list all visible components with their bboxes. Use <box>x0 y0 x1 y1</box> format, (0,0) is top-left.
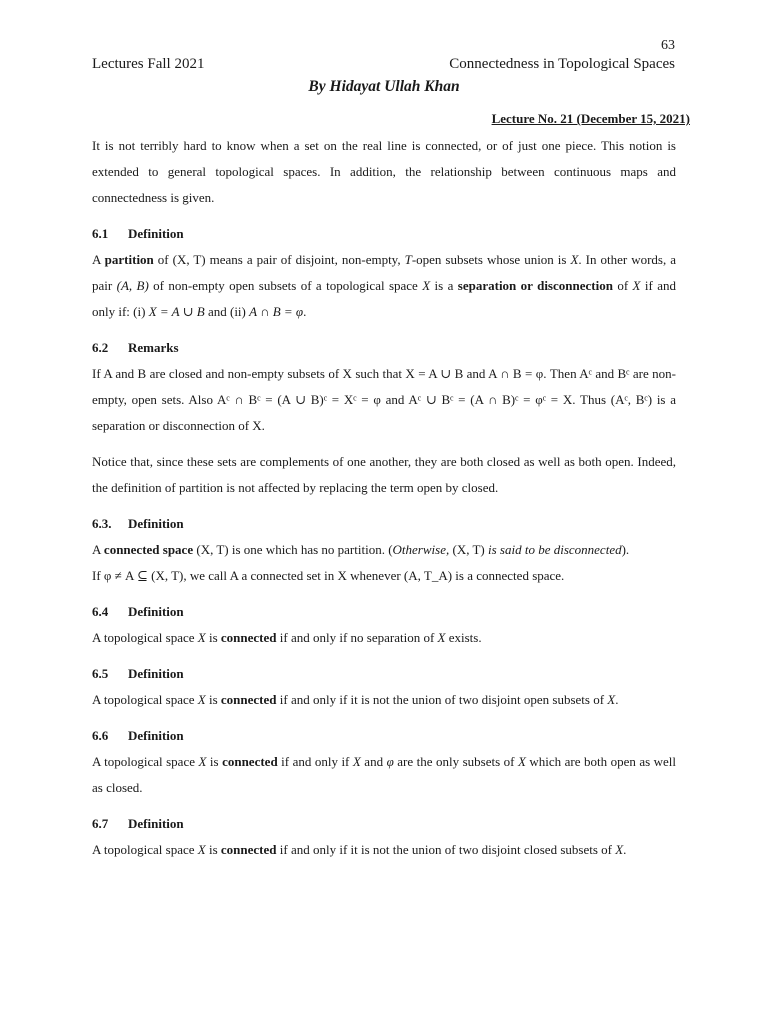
section-number: 6.3. <box>92 516 112 531</box>
section-6-4-heading <box>92 599 676 625</box>
section-6-2-text: If A and B are closed and non-empty subsets of X such that X = A ∪ B and A ∩ B = φ. Then Aᶜ and Bᶜ are non-empty, open sets. Also Aᶜ ∩ Bᶜ = (A ∪ B)ᶜ = Xᶜ = φ and Aᶜ ∪ Bᶜ = (A ∩ B)ᶜ = φᶜ = X. Thus (Aᶜ, Bᶜ) is a separation or disconnection of X. <box>92 366 676 433</box>
header-chapter: Connectedness in Topological Spaces <box>449 56 675 72</box>
section-6-7-text: A topological space X is connected if and only if it is not the union of two disjoint closed subsets of X. <box>92 842 627 857</box>
section-title: Definition <box>128 226 184 241</box>
section-6-6-heading <box>92 723 676 749</box>
section-6-1-text: A partition of (X, T) means a pair of disjoint, non-empty, T-open subsets whose union is X. In other words, a pair (A, B) of non-empty open subsets of a topological space X is a separation or disconnection of X if and only if: (i) X = A ∪ B and (ii) A ∩ B = φ. <box>92 252 676 319</box>
intro-paragraph: It is not terribly hard to know when a set on the real line is connected, or of just one piece. This notion is extended to general topological spaces. In addition, the relationship between continuous maps and connectedness is given. <box>92 138 676 205</box>
section-number: 6.1 <box>92 226 109 241</box>
document-body <box>92 133 676 863</box>
section-6-3-text: A connected space (X, T) is one which has no partition. (Otherwise, (X, T) is said to be disconnected). <box>92 542 630 557</box>
section-number: 6.2 <box>92 340 109 355</box>
page-number: 63 <box>661 38 675 53</box>
author-line: By Hidayat Ullah Khan <box>308 78 460 95</box>
section-6-3-heading <box>92 511 676 537</box>
section-title: Remarks <box>128 340 179 355</box>
section-6-4-text: A topological space X is connected if and only if no separation of X exists. <box>92 630 482 645</box>
section-6-1-heading <box>92 221 676 247</box>
section-title: Definition <box>128 666 184 681</box>
section-number: 6.5 <box>92 666 109 681</box>
section-6-6-text: A topological space X is connected if and only if X and φ are the only subsets of X which are both open as well as closed. <box>92 754 677 795</box>
section-6-3-connected-set: If φ ≠ A ⊆ (X, T), we call A a connected set in X whenever (A, T_A) is a connected space. <box>92 568 565 583</box>
section-6-2-heading <box>92 335 676 361</box>
section-6-2-note: Notice that, since these sets are complements of one another, they are both closed as well as both open. Indeed, the definition of partition is not affected by replacing the term open by closed. <box>92 454 676 495</box>
section-6-7-heading <box>92 811 676 837</box>
header-course: Lectures Fall 2021 <box>92 56 205 72</box>
section-6-5-heading <box>92 661 676 687</box>
section-number: 6.7 <box>92 816 109 831</box>
section-6-5-text: A topological space X is connected if and only if it is not the union of two disjoint open subsets of X. <box>92 692 619 707</box>
section-title: Definition <box>128 604 184 619</box>
section-title: Definition <box>128 728 184 743</box>
lecture-title: Lecture No. 21 (December 15, 2021) <box>491 111 690 126</box>
section-title: Definition <box>128 516 184 531</box>
section-title: Definition <box>128 816 184 831</box>
section-number: 6.4 <box>92 604 109 619</box>
section-number: 6.6 <box>92 728 109 743</box>
